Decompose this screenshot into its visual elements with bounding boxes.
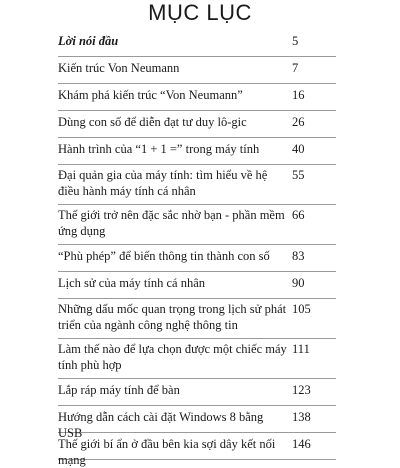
toc-entry xyxy=(58,433,336,467)
toc-entry-title: “Phù phép” để biến thông tin thành con số xyxy=(58,249,270,263)
toc-entry xyxy=(58,379,336,406)
toc-entry xyxy=(58,205,336,245)
toc-entry-page: 5 xyxy=(292,34,299,48)
toc-entry xyxy=(58,406,336,440)
toc-entry-title: Thế giới trở nên đặc sắc nhờ bạn - phần mềm ứng dụng xyxy=(58,208,285,238)
toc-entry xyxy=(58,245,336,272)
toc-entry-page: 66 xyxy=(292,208,305,222)
toc-entry xyxy=(58,57,336,84)
toc-entry xyxy=(58,138,336,165)
toc-entry-title: Làm thế nào để lựa chọn được một chiếc máy tính phù hợp xyxy=(58,342,287,372)
toc-entry-page: 123 xyxy=(292,383,311,397)
toc-entry-title: Thế giới bí ẩn ở đầu bên kia sợi dây kết nối mạng xyxy=(58,437,276,467)
toc-entry-title: Đại quản gia của máy tính: tìm hiểu về hệ điều hành máy tính cá nhân xyxy=(58,168,268,198)
toc-entry xyxy=(58,84,336,111)
toc-entry xyxy=(58,111,336,138)
page-title: MỤC LỤC xyxy=(148,0,252,25)
toc-entry-title: Hướng dẫn cách cài đặt Windows 8 bằng USB xyxy=(58,410,264,440)
toc-entry xyxy=(58,339,336,379)
toc-entry-title: Khám phá kiến trúc “Von Neumann” xyxy=(58,88,243,102)
toc-entry-page: 55 xyxy=(292,168,305,182)
toc-entry-title: Lời nói đầu xyxy=(58,34,119,48)
toc-entry-page: 83 xyxy=(292,249,305,263)
toc-entry-page: 146 xyxy=(292,437,311,451)
toc-entry xyxy=(58,272,336,299)
toc-entry xyxy=(58,299,336,339)
toc-entry-page: 7 xyxy=(292,61,299,75)
toc-entry-page: 138 xyxy=(292,410,311,424)
toc-entry-title: Hành trình của “1 + 1 =” trong máy tính xyxy=(58,142,260,156)
toc-entry-page: 16 xyxy=(292,88,305,102)
toc-entry-page: 26 xyxy=(292,115,305,129)
toc-entry-title: Lịch sử của máy tính cá nhân xyxy=(58,276,206,290)
toc-entry-title: Những dấu mốc quan trọng trong lịch sử phát triển của ngành công nghệ thông tin xyxy=(58,302,287,332)
toc-entry-title: Kiến trúc Von Neumann xyxy=(58,61,180,75)
toc-entry-page: 105 xyxy=(292,302,311,316)
toc-entry-title: Dùng con số để diễn đạt tư duy lô-gic xyxy=(58,115,247,129)
toc-list xyxy=(58,30,336,467)
toc-entry xyxy=(58,30,336,57)
toc-entry xyxy=(58,165,336,205)
toc-entry-page: 111 xyxy=(292,342,310,356)
toc-entry-page: 90 xyxy=(292,276,305,290)
toc-entry-title: Lắp ráp máy tính để bàn xyxy=(58,383,180,397)
toc-entry-page: 40 xyxy=(292,142,305,156)
